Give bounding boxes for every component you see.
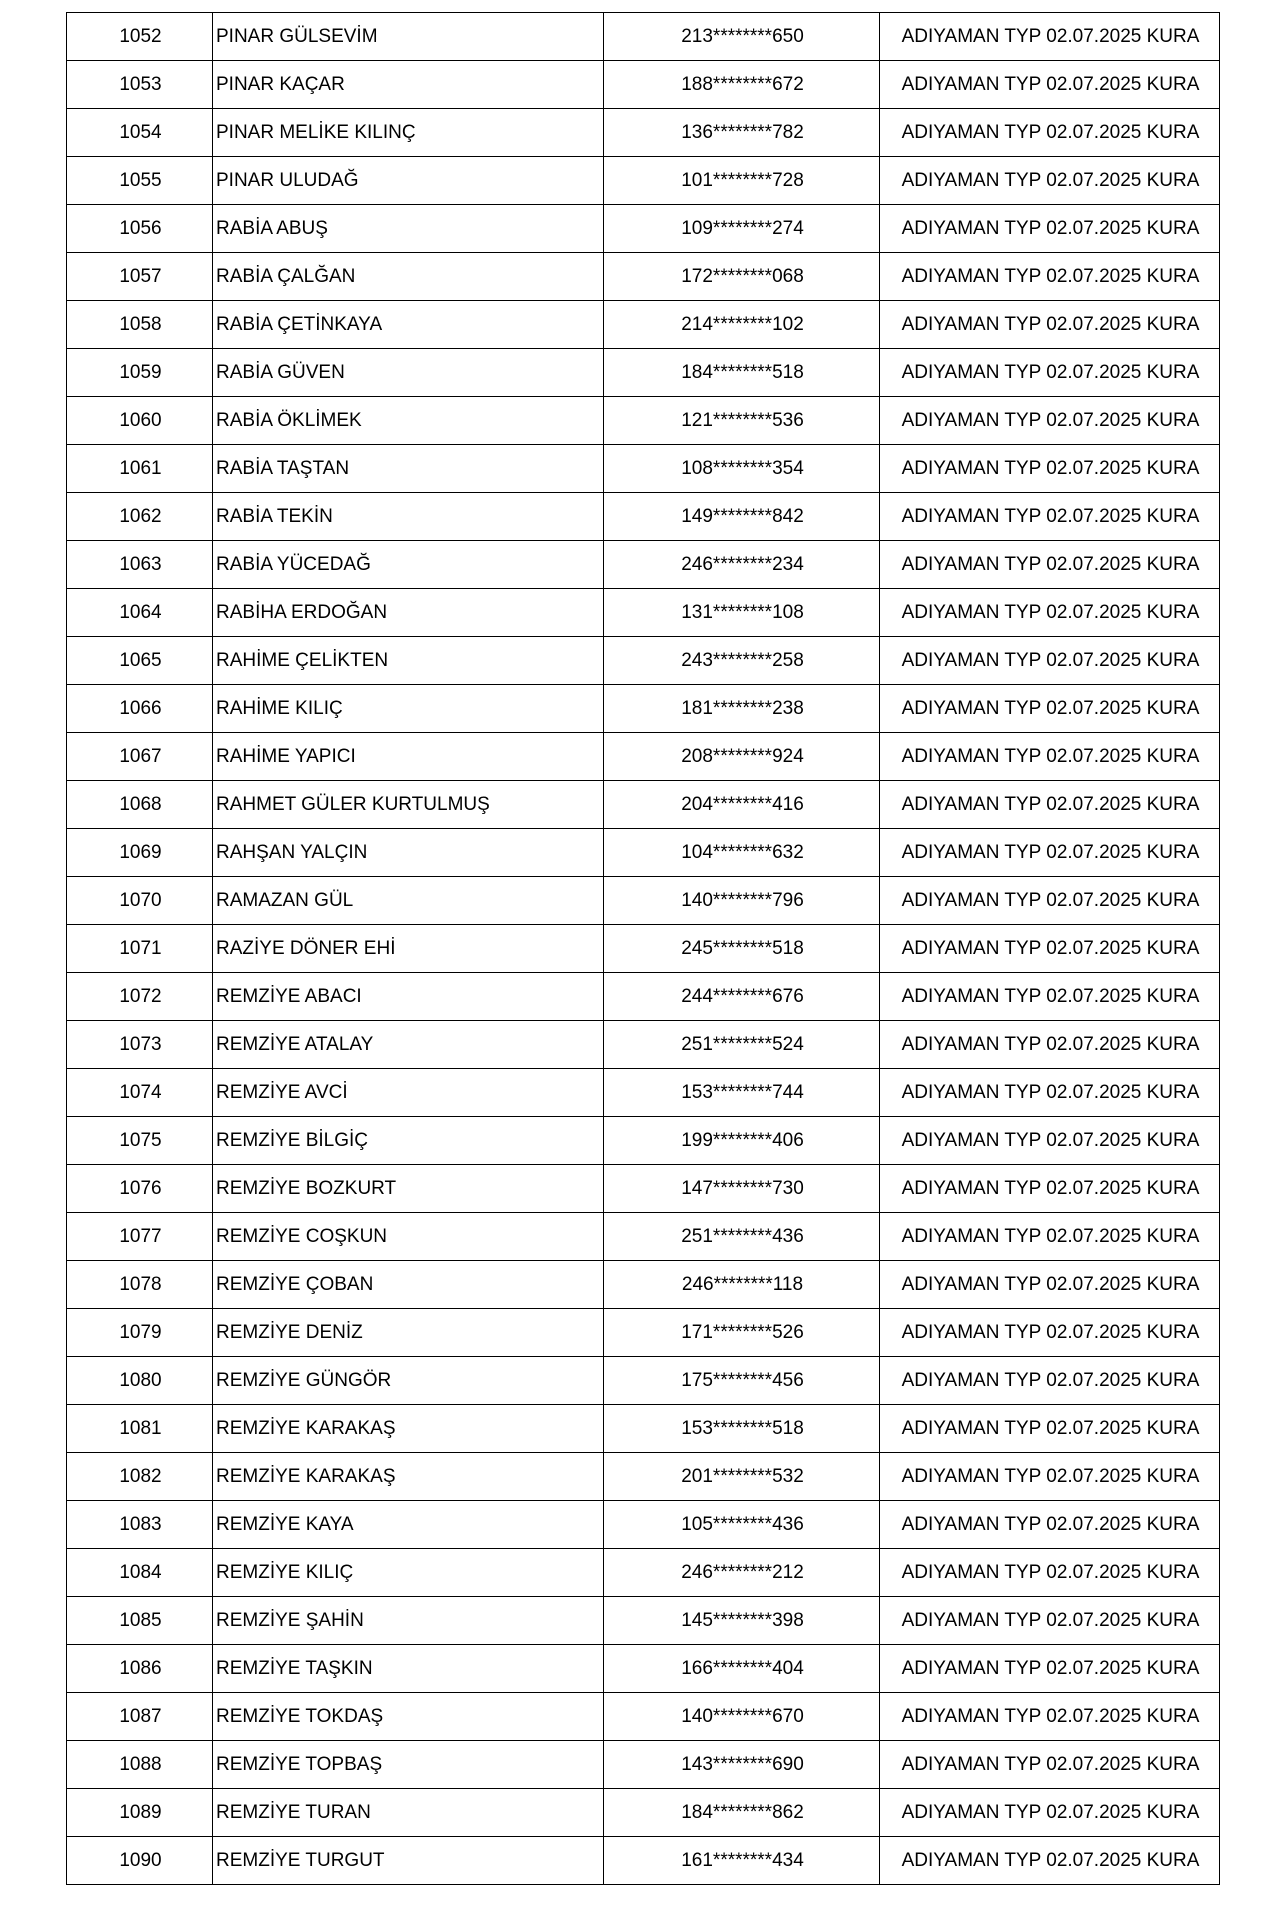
masked-id-number-cell: 101********728 — [604, 157, 880, 205]
masked-id-number-cell: 184********862 — [604, 1789, 880, 1837]
lottery-description-cell: ADIYAMAN TYP 02.07.2025 KURA — [880, 1405, 1220, 1453]
full-name-cell: RAHİME YAPICI — [213, 733, 604, 781]
lottery-description-cell: ADIYAMAN TYP 02.07.2025 KURA — [880, 109, 1220, 157]
lottery-description-cell: ADIYAMAN TYP 02.07.2025 KURA — [880, 877, 1220, 925]
full-name-cell: REMZİYE KARAKAŞ — [213, 1453, 604, 1501]
masked-id-number-cell: 153********518 — [604, 1405, 880, 1453]
full-name-cell: RABİA TEKİN — [213, 493, 604, 541]
row-number-cell: 1074 — [67, 1069, 213, 1117]
full-name-cell: PINAR GÜLSEVİM — [213, 13, 604, 61]
lottery-description-cell: ADIYAMAN TYP 02.07.2025 KURA — [880, 1693, 1220, 1741]
row-number-cell: 1060 — [67, 397, 213, 445]
full-name-cell: REMZİYE ÇOBAN — [213, 1261, 604, 1309]
table-row — [67, 445, 1220, 493]
lottery-description-cell: ADIYAMAN TYP 02.07.2025 KURA — [880, 781, 1220, 829]
row-number-cell: 1063 — [67, 541, 213, 589]
row-number-cell: 1086 — [67, 1645, 213, 1693]
full-name-cell: PINAR MELİKE KILINÇ — [213, 109, 604, 157]
row-number-cell: 1078 — [67, 1261, 213, 1309]
table-row — [67, 493, 1220, 541]
masked-id-number-cell: 143********690 — [604, 1741, 880, 1789]
masked-id-number-cell: 140********796 — [604, 877, 880, 925]
table-row — [67, 253, 1220, 301]
lottery-description-cell: ADIYAMAN TYP 02.07.2025 KURA — [880, 589, 1220, 637]
table-row — [67, 61, 1220, 109]
lottery-description-cell: ADIYAMAN TYP 02.07.2025 KURA — [880, 1501, 1220, 1549]
row-number-cell: 1070 — [67, 877, 213, 925]
row-number-cell: 1062 — [67, 493, 213, 541]
masked-id-number-cell: 147********730 — [604, 1165, 880, 1213]
row-number-cell: 1073 — [67, 1021, 213, 1069]
full-name-cell: REMZİYE KILIÇ — [213, 1549, 604, 1597]
full-name-cell: RABİA TAŞTAN — [213, 445, 604, 493]
row-number-cell: 1069 — [67, 829, 213, 877]
table-row — [67, 1117, 1220, 1165]
table-row — [67, 349, 1220, 397]
masked-id-number-cell: 208********924 — [604, 733, 880, 781]
masked-id-number-cell: 181********238 — [604, 685, 880, 733]
table-row — [67, 1357, 1220, 1405]
lottery-description-cell: ADIYAMAN TYP 02.07.2025 KURA — [880, 301, 1220, 349]
full-name-cell: RABİA ABUŞ — [213, 205, 604, 253]
table-row — [67, 973, 1220, 1021]
lottery-description-cell: ADIYAMAN TYP 02.07.2025 KURA — [880, 733, 1220, 781]
lottery-description-cell: ADIYAMAN TYP 02.07.2025 KURA — [880, 13, 1220, 61]
table-row — [67, 1165, 1220, 1213]
row-number-cell: 1084 — [67, 1549, 213, 1597]
row-number-cell: 1079 — [67, 1309, 213, 1357]
full-name-cell: PINAR KAÇAR — [213, 61, 604, 109]
full-name-cell: REMZİYE KARAKAŞ — [213, 1405, 604, 1453]
table-row — [67, 1021, 1220, 1069]
full-name-cell: RABİA GÜVEN — [213, 349, 604, 397]
row-number-cell: 1090 — [67, 1837, 213, 1885]
row-number-cell: 1085 — [67, 1597, 213, 1645]
masked-id-number-cell: 201********532 — [604, 1453, 880, 1501]
row-number-cell: 1072 — [67, 973, 213, 1021]
table-row — [67, 589, 1220, 637]
table-row — [67, 1837, 1220, 1885]
lottery-description-cell: ADIYAMAN TYP 02.07.2025 KURA — [880, 157, 1220, 205]
masked-id-number-cell: 104********632 — [604, 829, 880, 877]
row-number-cell: 1055 — [67, 157, 213, 205]
lottery-description-cell: ADIYAMAN TYP 02.07.2025 KURA — [880, 1837, 1220, 1885]
table-row — [67, 637, 1220, 685]
masked-id-number-cell: 213********650 — [604, 13, 880, 61]
row-number-cell: 1053 — [67, 61, 213, 109]
full-name-cell: PINAR ULUDAĞ — [213, 157, 604, 205]
full-name-cell: REMZİYE ATALAY — [213, 1021, 604, 1069]
table-row — [67, 1549, 1220, 1597]
full-name-cell: REMZİYE DENİZ — [213, 1309, 604, 1357]
lottery-description-cell: ADIYAMAN TYP 02.07.2025 KURA — [880, 1069, 1220, 1117]
full-name-cell: RABİA ÖKLİMEK — [213, 397, 604, 445]
table-row — [67, 781, 1220, 829]
full-name-cell: RABİA YÜCEDAĞ — [213, 541, 604, 589]
masked-id-number-cell: 108********354 — [604, 445, 880, 493]
masked-id-number-cell: 171********526 — [604, 1309, 880, 1357]
lottery-description-cell: ADIYAMAN TYP 02.07.2025 KURA — [880, 61, 1220, 109]
table-row — [67, 1405, 1220, 1453]
table-row — [67, 1597, 1220, 1645]
masked-id-number-cell: 243********258 — [604, 637, 880, 685]
lottery-description-cell: ADIYAMAN TYP 02.07.2025 KURA — [880, 637, 1220, 685]
lottery-description-cell: ADIYAMAN TYP 02.07.2025 KURA — [880, 925, 1220, 973]
table-row — [67, 685, 1220, 733]
lottery-description-cell: ADIYAMAN TYP 02.07.2025 KURA — [880, 1309, 1220, 1357]
row-number-cell: 1059 — [67, 349, 213, 397]
lottery-description-cell: ADIYAMAN TYP 02.07.2025 KURA — [880, 1261, 1220, 1309]
table-row — [67, 733, 1220, 781]
row-number-cell: 1068 — [67, 781, 213, 829]
full-name-cell: REMZİYE TOKDAŞ — [213, 1693, 604, 1741]
masked-id-number-cell: 244********676 — [604, 973, 880, 1021]
row-number-cell: 1061 — [67, 445, 213, 493]
masked-id-number-cell: 121********536 — [604, 397, 880, 445]
full-name-cell: RAZİYE DÖNER EHİ — [213, 925, 604, 973]
full-name-cell: REMZİYE BİLGİÇ — [213, 1117, 604, 1165]
row-number-cell: 1089 — [67, 1789, 213, 1837]
lottery-description-cell: ADIYAMAN TYP 02.07.2025 KURA — [880, 1357, 1220, 1405]
full-name-cell: RABİHA ERDOĞAN — [213, 589, 604, 637]
full-name-cell: REMZİYE TURAN — [213, 1789, 604, 1837]
table-row — [67, 1213, 1220, 1261]
row-number-cell: 1067 — [67, 733, 213, 781]
row-number-cell: 1052 — [67, 13, 213, 61]
masked-id-number-cell: 109********274 — [604, 205, 880, 253]
masked-id-number-cell: 246********234 — [604, 541, 880, 589]
table-row — [67, 1309, 1220, 1357]
full-name-cell: REMZİYE ABACI — [213, 973, 604, 1021]
lottery-description-cell: ADIYAMAN TYP 02.07.2025 KURA — [880, 1165, 1220, 1213]
row-number-cell: 1075 — [67, 1117, 213, 1165]
masked-id-number-cell: 245********518 — [604, 925, 880, 973]
full-name-cell: REMZİYE KAYA — [213, 1501, 604, 1549]
lottery-description-cell: ADIYAMAN TYP 02.07.2025 KURA — [880, 1453, 1220, 1501]
lottery-description-cell: ADIYAMAN TYP 02.07.2025 KURA — [880, 541, 1220, 589]
table-row — [67, 1693, 1220, 1741]
masked-id-number-cell: 204********416 — [604, 781, 880, 829]
full-name-cell: REMZİYE AVCİ — [213, 1069, 604, 1117]
full-name-cell: REMZİYE ŞAHİN — [213, 1597, 604, 1645]
table-row — [67, 1741, 1220, 1789]
lottery-description-cell: ADIYAMAN TYP 02.07.2025 KURA — [880, 1549, 1220, 1597]
lottery-description-cell: ADIYAMAN TYP 02.07.2025 KURA — [880, 1645, 1220, 1693]
full-name-cell: REMZİYE COŞKUN — [213, 1213, 604, 1261]
full-name-cell: RAHŞAN YALÇIN — [213, 829, 604, 877]
table-row — [67, 301, 1220, 349]
masked-id-number-cell: 251********524 — [604, 1021, 880, 1069]
lottery-description-cell: ADIYAMAN TYP 02.07.2025 KURA — [880, 1213, 1220, 1261]
masked-id-number-cell: 199********406 — [604, 1117, 880, 1165]
full-name-cell: RAHMET GÜLER KURTULMUŞ — [213, 781, 604, 829]
masked-id-number-cell: 105********436 — [604, 1501, 880, 1549]
masked-id-number-cell: 246********212 — [604, 1549, 880, 1597]
full-name-cell: RABİA ÇALĞAN — [213, 253, 604, 301]
row-number-cell: 1081 — [67, 1405, 213, 1453]
masked-id-number-cell: 172********068 — [604, 253, 880, 301]
row-number-cell: 1080 — [67, 1357, 213, 1405]
lottery-description-cell: ADIYAMAN TYP 02.07.2025 KURA — [880, 397, 1220, 445]
lottery-description-cell: ADIYAMAN TYP 02.07.2025 KURA — [880, 1789, 1220, 1837]
row-number-cell: 1066 — [67, 685, 213, 733]
row-number-cell: 1088 — [67, 1741, 213, 1789]
row-number-cell: 1058 — [67, 301, 213, 349]
full-name-cell: REMZİYE TURGUT — [213, 1837, 604, 1885]
full-name-cell: RABİA ÇETİNKAYA — [213, 301, 604, 349]
table-row — [67, 397, 1220, 445]
row-number-cell: 1054 — [67, 109, 213, 157]
masked-id-number-cell: 246********118 — [604, 1261, 880, 1309]
masked-id-number-cell: 161********434 — [604, 1837, 880, 1885]
table-row — [67, 1261, 1220, 1309]
masked-id-number-cell: 140********670 — [604, 1693, 880, 1741]
lottery-description-cell: ADIYAMAN TYP 02.07.2025 KURA — [880, 445, 1220, 493]
document-page — [66, 12, 1219, 1885]
row-number-cell: 1076 — [67, 1165, 213, 1213]
table-row — [67, 1453, 1220, 1501]
table-row — [67, 1069, 1220, 1117]
lottery-description-cell: ADIYAMAN TYP 02.07.2025 KURA — [880, 493, 1220, 541]
lottery-description-cell: ADIYAMAN TYP 02.07.2025 KURA — [880, 349, 1220, 397]
lottery-description-cell: ADIYAMAN TYP 02.07.2025 KURA — [880, 205, 1220, 253]
row-number-cell: 1057 — [67, 253, 213, 301]
table-row — [67, 157, 1220, 205]
masked-id-number-cell: 136********782 — [604, 109, 880, 157]
row-number-cell: 1077 — [67, 1213, 213, 1261]
table-row — [67, 877, 1220, 925]
masked-id-number-cell: 166********404 — [604, 1645, 880, 1693]
table-body — [67, 13, 1220, 1885]
row-number-cell: 1056 — [67, 205, 213, 253]
masked-id-number-cell: 131********108 — [604, 589, 880, 637]
lottery-results-table — [66, 12, 1220, 1885]
row-number-cell: 1083 — [67, 1501, 213, 1549]
table-row — [67, 829, 1220, 877]
table-row — [67, 1645, 1220, 1693]
full-name-cell: REMZİYE BOZKURT — [213, 1165, 604, 1213]
lottery-description-cell: ADIYAMAN TYP 02.07.2025 KURA — [880, 1597, 1220, 1645]
masked-id-number-cell: 188********672 — [604, 61, 880, 109]
full-name-cell: REMZİYE TOPBAŞ — [213, 1741, 604, 1789]
lottery-description-cell: ADIYAMAN TYP 02.07.2025 KURA — [880, 1117, 1220, 1165]
table-row — [67, 541, 1220, 589]
full-name-cell: RAHİME ÇELİKTEN — [213, 637, 604, 685]
table-row — [67, 13, 1220, 61]
lottery-description-cell: ADIYAMAN TYP 02.07.2025 KURA — [880, 685, 1220, 733]
row-number-cell: 1082 — [67, 1453, 213, 1501]
lottery-description-cell: ADIYAMAN TYP 02.07.2025 KURA — [880, 253, 1220, 301]
masked-id-number-cell: 214********102 — [604, 301, 880, 349]
lottery-description-cell: ADIYAMAN TYP 02.07.2025 KURA — [880, 1741, 1220, 1789]
lottery-description-cell: ADIYAMAN TYP 02.07.2025 KURA — [880, 829, 1220, 877]
table-row — [67, 205, 1220, 253]
row-number-cell: 1087 — [67, 1693, 213, 1741]
masked-id-number-cell: 145********398 — [604, 1597, 880, 1645]
table-row — [67, 1789, 1220, 1837]
masked-id-number-cell: 184********518 — [604, 349, 880, 397]
table-row — [67, 109, 1220, 157]
masked-id-number-cell: 251********436 — [604, 1213, 880, 1261]
table-row — [67, 925, 1220, 973]
masked-id-number-cell: 153********744 — [604, 1069, 880, 1117]
masked-id-number-cell: 149********842 — [604, 493, 880, 541]
row-number-cell: 1071 — [67, 925, 213, 973]
row-number-cell: 1065 — [67, 637, 213, 685]
lottery-description-cell: ADIYAMAN TYP 02.07.2025 KURA — [880, 973, 1220, 1021]
masked-id-number-cell: 175********456 — [604, 1357, 880, 1405]
full-name-cell: REMZİYE GÜNGÖR — [213, 1357, 604, 1405]
lottery-description-cell: ADIYAMAN TYP 02.07.2025 KURA — [880, 1021, 1220, 1069]
table-row — [67, 1501, 1220, 1549]
row-number-cell: 1064 — [67, 589, 213, 637]
full-name-cell: REMZİYE TAŞKIN — [213, 1645, 604, 1693]
full-name-cell: RAHİME KILIÇ — [213, 685, 604, 733]
full-name-cell: RAMAZAN GÜL — [213, 877, 604, 925]
